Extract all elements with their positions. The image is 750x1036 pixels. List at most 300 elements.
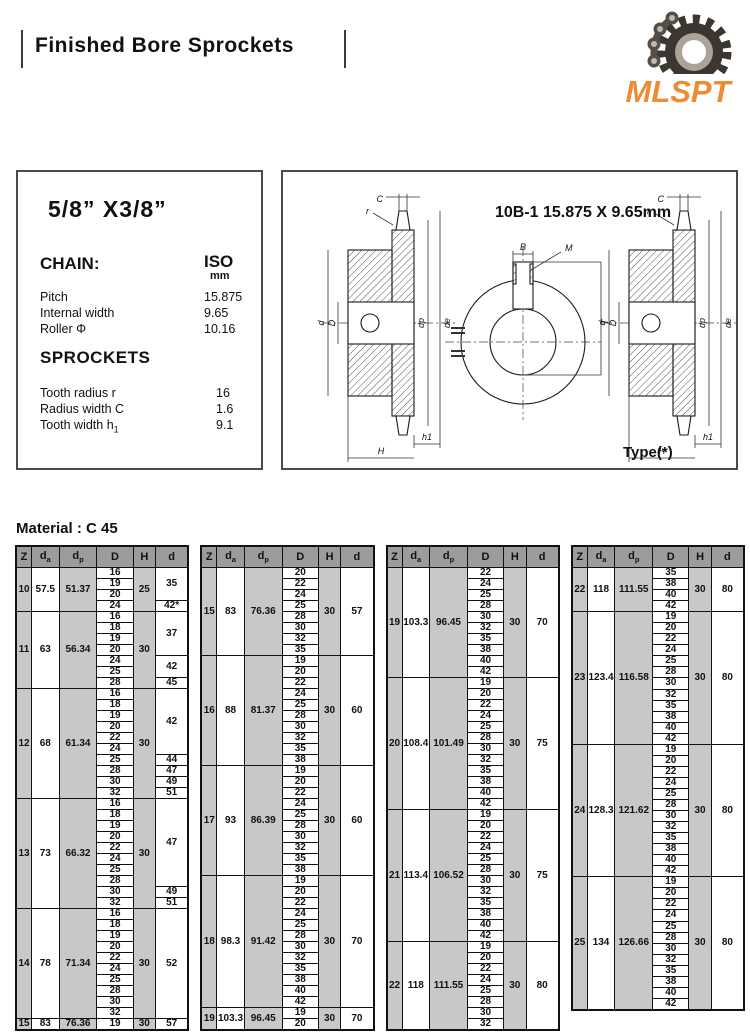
- table-cell: 80: [711, 877, 744, 1010]
- table-cell: 19: [467, 678, 503, 689]
- table-cell: 28: [653, 667, 689, 678]
- table-cell: 18: [97, 623, 133, 634]
- column-header: Z: [387, 546, 403, 568]
- table-cell: 38: [282, 865, 318, 876]
- sprocket-table: [200, 545, 374, 1031]
- table-cell: 24: [653, 910, 689, 921]
- table-cell: 38: [653, 844, 689, 855]
- chain-unit: mm: [210, 270, 230, 282]
- table-cell: 30: [504, 568, 526, 678]
- drawing-title: 10B-1 15.875 X 9.65mm: [494, 204, 672, 221]
- table-cell: 30: [282, 623, 318, 634]
- table-cell: 24: [97, 854, 133, 865]
- table-cell: 25: [282, 601, 318, 612]
- table-cell: 116.58: [615, 612, 653, 745]
- table-cell: 75: [526, 678, 559, 810]
- table-cell: 103.3: [402, 568, 430, 678]
- table-cell: 22: [572, 568, 588, 612]
- table-cell: 96.45: [430, 568, 468, 678]
- table-cell: 73: [32, 799, 60, 909]
- column-header: d: [711, 546, 744, 568]
- table-cell: 25: [467, 722, 503, 733]
- table-row: [201, 656, 373, 667]
- table-cell: 28: [282, 821, 318, 832]
- table-cell: 20: [653, 755, 689, 766]
- table-cell: 47: [156, 766, 189, 777]
- column-header: $d_a$: [32, 546, 60, 568]
- column-header: d: [526, 546, 559, 568]
- table-cell: 83: [32, 1019, 60, 1031]
- table-row: [387, 678, 559, 689]
- front-view: [445, 242, 610, 420]
- table-cell: 24: [282, 689, 318, 700]
- table-cell: 32: [653, 954, 689, 965]
- sprocket-table: [386, 545, 560, 1031]
- table-cell: 80: [526, 942, 559, 1031]
- table-cell: 30: [133, 799, 155, 909]
- table-cell: 42: [467, 667, 503, 678]
- table-cell: 70: [341, 876, 374, 1008]
- table-cell: 24: [282, 799, 318, 810]
- type-label: Type(*): [623, 444, 673, 461]
- table-cell: 20: [282, 667, 318, 678]
- table-cell: 19: [282, 656, 318, 667]
- mlspt-logo: [616, 10, 740, 108]
- column-header: Z: [16, 546, 32, 568]
- table-row: [387, 568, 559, 579]
- table-cell: 19: [282, 766, 318, 777]
- table-cell: 17: [201, 766, 217, 876]
- sprocket-table-1: [15, 545, 189, 1029]
- title-left-rule: [21, 30, 23, 68]
- table-cell: 22: [282, 579, 318, 590]
- table-cell: 118: [402, 942, 430, 1031]
- table-cell: 38: [653, 711, 689, 722]
- table-cell: 28: [282, 612, 318, 623]
- table-cell: 30: [318, 1008, 340, 1031]
- table-cell: 106.52: [430, 810, 468, 942]
- table-cell: 25: [467, 986, 503, 997]
- table-cell: 60: [341, 656, 374, 766]
- table-cell: 30: [133, 612, 155, 689]
- table-cell: 19: [97, 1019, 133, 1031]
- table-cell: 25: [653, 788, 689, 799]
- table-cell: 18: [97, 810, 133, 821]
- column-header: H: [133, 546, 155, 568]
- table-cell: 22: [467, 700, 503, 711]
- table-cell: 16: [97, 612, 133, 623]
- table-cell: 56.34: [59, 612, 97, 689]
- table-cell: 30: [133, 1019, 155, 1031]
- table-cell: 68: [32, 689, 60, 799]
- table-cell: 16: [97, 799, 133, 810]
- sprockets-label: SPROCKETS: [40, 348, 151, 367]
- table-cell: 22: [653, 634, 689, 645]
- table-cell: 24: [97, 601, 133, 612]
- column-header: $d_a$: [217, 546, 245, 568]
- table-cell: 30: [504, 678, 526, 810]
- table-cell: 75: [526, 810, 559, 942]
- table-cell: 10: [16, 568, 32, 612]
- table-cell: 22: [282, 788, 318, 799]
- table-cell: 80: [711, 612, 744, 745]
- sprocket-drawing: d D C r h1 H B M T: [283, 172, 736, 468]
- table-cell: 30: [133, 689, 155, 799]
- table-cell: 108.4: [402, 678, 430, 810]
- table-cell: 32: [467, 1019, 503, 1031]
- table-cell: 38: [467, 777, 503, 788]
- table-cell: 20: [653, 623, 689, 634]
- table-cell: 20: [467, 689, 503, 700]
- table-cell: 35: [653, 833, 689, 844]
- table-cell: 28: [97, 876, 133, 887]
- table-cell: 30: [504, 810, 526, 942]
- table-cell: 42: [467, 799, 503, 810]
- table-cell: 22: [467, 964, 503, 975]
- table-cell: 18: [97, 920, 133, 931]
- table-cell: 61.34: [59, 689, 97, 799]
- table-cell: 25: [282, 700, 318, 711]
- table-cell: 30: [467, 744, 503, 755]
- table-cell: 42: [653, 601, 689, 612]
- table-cell: 20: [282, 777, 318, 788]
- table-cell: 40: [467, 656, 503, 667]
- table-cell: 32: [97, 898, 133, 909]
- svg-text:M: M: [565, 243, 573, 253]
- table-cell: 81.37: [244, 656, 282, 766]
- table-cell: 35: [653, 700, 689, 711]
- table-cell: 35: [467, 634, 503, 645]
- table-cell: 14: [16, 909, 32, 1019]
- table-cell: 126.66: [615, 877, 653, 1010]
- column-header: $d_p$: [430, 546, 468, 568]
- table-cell: 45: [156, 678, 189, 689]
- table-cell: 20: [282, 887, 318, 898]
- table-cell: 28: [467, 865, 503, 876]
- table-cell: 35: [282, 854, 318, 865]
- table-cell: 35: [282, 645, 318, 656]
- technical-drawing-box: [259, 158, 738, 470]
- table-cell: 111.55: [615, 568, 653, 612]
- table-cell: 19: [282, 1008, 318, 1019]
- table-cell: 30: [133, 909, 155, 1019]
- svg-text:B: B: [519, 242, 527, 252]
- table-cell: 30: [97, 997, 133, 1008]
- table-cell: 25: [282, 920, 318, 931]
- logo-text: MLSPT: [625, 74, 731, 109]
- column-header: d: [341, 546, 374, 568]
- table-cell: 40: [653, 590, 689, 601]
- table-cell: 19: [467, 942, 503, 953]
- table-cell: 71.34: [59, 909, 97, 1019]
- column-header: H: [318, 546, 340, 568]
- table-cell: 51: [156, 788, 189, 799]
- table-cell: 25: [653, 656, 689, 667]
- table-cell: 38: [467, 645, 503, 656]
- table-cell: 16: [201, 656, 217, 766]
- table-cell: 30: [282, 722, 318, 733]
- table-cell: 42: [653, 733, 689, 744]
- table-cell: 24: [467, 843, 503, 854]
- chain-size-title: 5/8” X3/8”: [48, 196, 167, 222]
- column-header: H: [504, 546, 526, 568]
- table-cell: 70: [341, 1008, 374, 1031]
- column-header: D: [467, 546, 503, 568]
- table-cell: 76.36: [59, 1019, 97, 1031]
- table-cell: 38: [467, 909, 503, 920]
- table-cell: 24: [467, 975, 503, 986]
- table-cell: 22: [467, 832, 503, 843]
- table-cell: 51: [156, 898, 189, 909]
- table-cell: 24: [653, 645, 689, 656]
- column-header: d: [156, 546, 189, 568]
- sprocket-table-2: [200, 545, 374, 1029]
- table-cell: 19: [201, 1008, 217, 1031]
- table-cell: 66.32: [59, 799, 97, 909]
- table-cell: 32: [282, 733, 318, 744]
- table-cell: 16: [97, 568, 133, 579]
- table-cell: 25: [97, 865, 133, 876]
- table-cell: 16: [97, 909, 133, 920]
- table-cell: 40: [467, 788, 503, 799]
- table-cell: 42*: [156, 601, 189, 612]
- table-cell: 19: [282, 876, 318, 887]
- table-cell: 86.39: [244, 766, 282, 876]
- table-row: [572, 612, 744, 623]
- table-cell: 25: [467, 590, 503, 601]
- table-cell: 20: [97, 645, 133, 656]
- svg-text:T: T: [600, 319, 610, 325]
- table-cell: 76.36: [244, 568, 282, 656]
- table-cell: 38: [282, 975, 318, 986]
- table-cell: 30: [504, 942, 526, 1031]
- sprocket-table: [571, 545, 745, 1011]
- column-header: H: [689, 546, 711, 568]
- table-cell: 25: [467, 854, 503, 865]
- table-cell: 25: [97, 667, 133, 678]
- table-row: [572, 744, 744, 755]
- table-cell: 20: [467, 953, 503, 964]
- chain-spec-box: 5/8” X3/8” CHAIN: ISO mm Pitch 15.875 Internal width 9.65 Roller Φ 10.16 SPROCKETS Tooth radius r 16 Radius width C 1.6 Tooth width $h_1$ 9.1: [16, 170, 263, 470]
- column-header: Z: [201, 546, 217, 568]
- table-cell: 32: [653, 689, 689, 700]
- table-cell: 38: [282, 755, 318, 766]
- table-cell: 32: [97, 1008, 133, 1019]
- table-cell: 28: [467, 997, 503, 1008]
- table-cell: 123.4: [587, 612, 615, 745]
- table-cell: 21: [387, 810, 403, 942]
- table-cell: 24: [572, 744, 588, 877]
- table-cell: 38: [653, 579, 689, 590]
- table-cell: 20: [387, 678, 403, 810]
- table-cell: 25: [572, 877, 588, 1010]
- table-cell: 19: [653, 612, 689, 623]
- table-cell: 19: [97, 634, 133, 645]
- table-cell: 28: [97, 986, 133, 997]
- table-cell: 101.49: [430, 678, 468, 810]
- table-cell: 22: [653, 899, 689, 910]
- table-cell: 30: [653, 943, 689, 954]
- table-row: [16, 1019, 188, 1031]
- table-row: [16, 689, 188, 700]
- table-cell: 22: [282, 678, 318, 689]
- table-cell: 30: [689, 612, 711, 745]
- table-cell: 24: [282, 909, 318, 920]
- table-cell: 35: [282, 964, 318, 975]
- column-header: $d_p$: [615, 546, 653, 568]
- table-cell: 42: [653, 866, 689, 877]
- table-cell: 16: [97, 689, 133, 700]
- table-row: [387, 810, 559, 821]
- table-cell: 13: [16, 799, 32, 909]
- table-row: [201, 766, 373, 777]
- table-cell: 32: [97, 788, 133, 799]
- table-cell: 15: [16, 1019, 32, 1031]
- table-cell: 20: [282, 1019, 318, 1031]
- table-cell: 19: [653, 877, 689, 888]
- table-cell: 24: [97, 744, 133, 755]
- column-header: D: [653, 546, 689, 568]
- table-cell: 24: [97, 656, 133, 667]
- table-cell: 22: [387, 942, 403, 1031]
- table-cell: 83: [217, 568, 245, 656]
- table-cell: 30: [318, 766, 340, 876]
- table-cell: 42: [156, 656, 189, 678]
- table-cell: 42: [282, 997, 318, 1008]
- table-cell: 32: [282, 953, 318, 964]
- table-cell: 28: [282, 931, 318, 942]
- table-cell: 96.45: [244, 1008, 282, 1031]
- table-cell: 60: [341, 766, 374, 876]
- table-cell: 22: [97, 733, 133, 744]
- chain-standard: ISO: [204, 252, 234, 271]
- column-header: $d_a$: [402, 546, 430, 568]
- table-row: [387, 942, 559, 953]
- table-cell: 25: [653, 921, 689, 932]
- table-cell: 28: [653, 799, 689, 810]
- table-cell: 28: [653, 932, 689, 943]
- table-cell: 40: [467, 920, 503, 931]
- table-cell: 111.55: [430, 942, 468, 1031]
- table-cell: 70: [526, 568, 559, 678]
- table-cell: 91.42: [244, 876, 282, 1008]
- table-cell: 25: [133, 568, 155, 612]
- table-cell: 18: [201, 876, 217, 1008]
- table-cell: 19: [97, 821, 133, 832]
- table-cell: 38: [653, 976, 689, 987]
- table-cell: 24: [653, 777, 689, 788]
- column-header: D: [282, 546, 318, 568]
- table-cell: 35: [467, 766, 503, 777]
- sprocket-table: [15, 545, 189, 1031]
- table-cell: 24: [467, 711, 503, 722]
- table-cell: 30: [653, 678, 689, 689]
- page-title: Finished Bore Sprockets: [35, 34, 294, 57]
- table-cell: 28: [467, 601, 503, 612]
- table-cell: 28: [282, 711, 318, 722]
- table-cell: 32: [467, 623, 503, 634]
- table-cell: 30: [467, 612, 503, 623]
- table-cell: 12: [16, 689, 32, 799]
- table-cell: 32: [282, 634, 318, 645]
- table-cell: 118: [587, 568, 615, 612]
- table-row: [16, 799, 188, 810]
- table-cell: 32: [282, 843, 318, 854]
- table-cell: 25: [97, 975, 133, 986]
- table-cell: 19: [387, 568, 403, 678]
- column-header: Z: [572, 546, 588, 568]
- table-cell: 63: [32, 612, 60, 689]
- table-cell: 20: [97, 722, 133, 733]
- table-cell: 19: [653, 744, 689, 755]
- table-cell: 57.5: [32, 568, 60, 612]
- sprocket-table-4: [571, 545, 745, 1011]
- table-cell: 40: [653, 722, 689, 733]
- table-cell: 35: [467, 898, 503, 909]
- table-cell: 22: [653, 766, 689, 777]
- table-cell: 57: [341, 568, 374, 656]
- table-cell: 128.3: [587, 744, 615, 877]
- table-cell: 42: [653, 998, 689, 1010]
- table-cell: 103.3: [217, 1008, 245, 1031]
- table-cell: 30: [653, 811, 689, 822]
- table-cell: 23: [572, 612, 588, 745]
- table-cell: 30: [318, 876, 340, 1008]
- table-cell: 15: [201, 568, 217, 656]
- table-cell: 80: [711, 744, 744, 877]
- table-cell: 20: [467, 821, 503, 832]
- table-cell: 20: [97, 590, 133, 601]
- table-cell: 22: [282, 898, 318, 909]
- table-cell: 35: [653, 568, 689, 579]
- table-cell: 37: [156, 612, 189, 656]
- table-cell: 113.4: [402, 810, 430, 942]
- table-cell: 25: [97, 755, 133, 766]
- table-cell: 30: [467, 876, 503, 887]
- left-section-view: [316, 194, 458, 462]
- table-cell: 22: [97, 953, 133, 964]
- table-cell: 30: [318, 656, 340, 766]
- table-cell: 134: [587, 877, 615, 1010]
- table-cell: 20: [282, 568, 318, 579]
- column-header: $d_p$: [59, 546, 97, 568]
- table-cell: 51.37: [59, 568, 97, 612]
- table-cell: 49: [156, 887, 189, 898]
- table-row: [572, 877, 744, 888]
- table-cell: 40: [653, 987, 689, 998]
- table-cell: 44: [156, 755, 189, 766]
- table-cell: 28: [97, 766, 133, 777]
- table-cell: 20: [97, 942, 133, 953]
- table-cell: 30: [318, 568, 340, 656]
- table-cell: 40: [282, 986, 318, 997]
- table-cell: 80: [711, 568, 744, 612]
- table-row: [16, 568, 188, 579]
- title-right-rule: [344, 30, 346, 68]
- column-header: D: [97, 546, 133, 568]
- table-cell: 35: [653, 965, 689, 976]
- table-cell: 28: [467, 733, 503, 744]
- table-cell: 32: [467, 755, 503, 766]
- table-cell: 30: [689, 568, 711, 612]
- table-cell: 121.62: [615, 744, 653, 877]
- table-cell: 24: [467, 579, 503, 590]
- table-row: [201, 1008, 373, 1019]
- table-cell: 19: [97, 711, 133, 722]
- table-cell: 35: [282, 744, 318, 755]
- table-cell: 24: [282, 590, 318, 601]
- table-cell: 30: [97, 887, 133, 898]
